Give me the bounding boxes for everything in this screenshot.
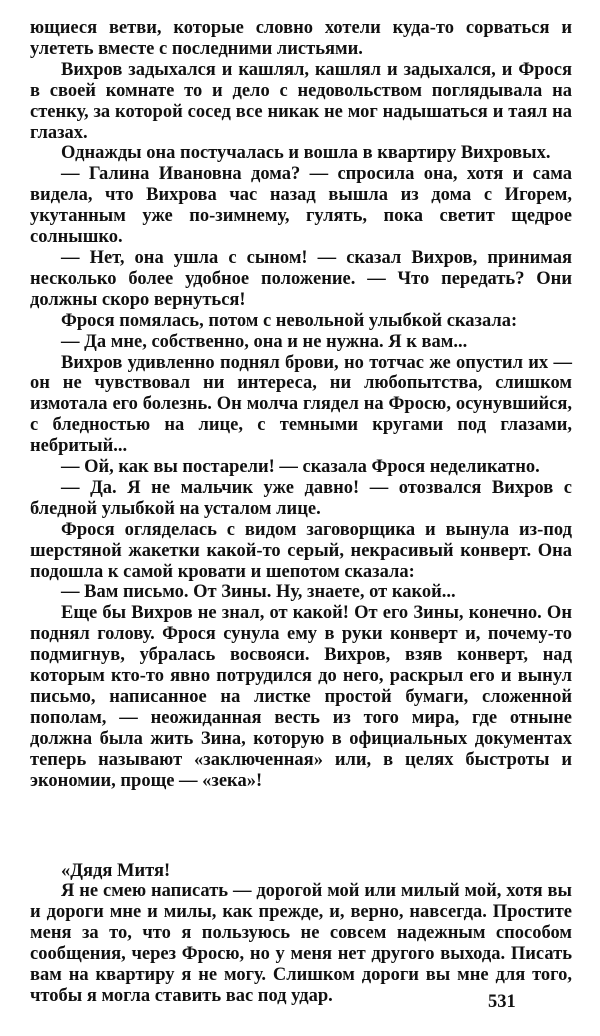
- dialogue-line: — Да. Я не мальчик уже давно! — отозвался Вихров с бледной улыбкой на усталом лице.: [30, 477, 572, 519]
- dialogue-line: — Вам письмо. От Зины. Ну, знаете, от какой...: [61, 582, 456, 603]
- section-break: [30, 792, 572, 861]
- paragraph-continued: ющиеся ветви, которые словно хотели куда-то сорваться и улететь вместе с последними листьями.: [30, 18, 572, 59]
- dialogue-line: — Ой, как вы постарели! — сказала Фрося неделикатно.: [61, 457, 540, 478]
- paragraph: Однажды она постучалась и вошла в квартиру Вихровых.: [61, 143, 551, 164]
- page-number: 531: [488, 992, 516, 1012]
- dialogue-line: — Да мне, собственно, она и не нужна. Я к вам...: [61, 331, 468, 352]
- letter-paragraph: Я не смею написать — дорогой мой или милый мой, хотя вы и дороги мне и милы, как прежде, и, верно, навсегда. Простите меня за то, что я пользуюсь не совсем надежным способом сообщения, через Фросю, но у меня нет другого выхода. Писать вам на квартиру я не могу. Слишком дороги вы мне для того, чтобы я могла ставить вас под удар.: [30, 881, 572, 1006]
- dialogue-line: — Нет, она ушла с сыном! — сказал Вихров, принимая несколько более удобное положение. — Что передать? Они должны скоро вернуться!: [30, 247, 572, 310]
- paragraph: Еще бы Вихров не знал, от какой! От его Зины, конечно. Он поднял голову. Фрося сунула ему в руки конверт и, почему-то подмигнув, убралась восвояси. Вихров, взяв конверт, над которым кто-то явно потрудился до него, раскрыл его и вынул письмо, написанное на листке простой бумаги, сложенной пополам, — неожиданная весть из того мира, где отныне должна была жить Зина, которую в официальных документах теперь называют «заключенная» или, в целях быстроты и экономии, проще — «зека»!: [30, 603, 572, 791]
- paragraph: Фрося огляделась с видом заговорщика и вынула из-под шерстяной жакетки какой-то серый, некрасивый конверт. Она подошла к самой кровати и шепотом сказала:: [30, 519, 572, 582]
- paragraph: Вихров удивленно поднял брови, но тотчас же опустил их — он не чувствовал ни интереса, ни любопытства, слишком измотала его болезнь. Он молча глядел на Фросю, осунувшийся, с бледностью на лице, с темными кругами под глазами, небритый...: [30, 352, 572, 457]
- book-page: [30, 18, 572, 1007]
- paragraph: Фрося помялась, потом с невольной улыбкой сказала:: [61, 310, 518, 331]
- paragraph: Вихров задыхался и кашлял, кашлял и задыхался, и Фрося в своей комнате то и дело с недовольством поглядывала на стенку, за которой сосед все никак не мог надышаться и таял на глазах.: [30, 59, 572, 143]
- dialogue-line: — Галина Ивановна дома? — спросила она, хотя и сама видела, что Вихрова час назад вышла из дома с Игорем, укутанным уже по-зимнему, гулять, пока светит щедрое солнышко.: [30, 164, 572, 248]
- letter-salutation: «Дядя Митя!: [61, 860, 171, 881]
